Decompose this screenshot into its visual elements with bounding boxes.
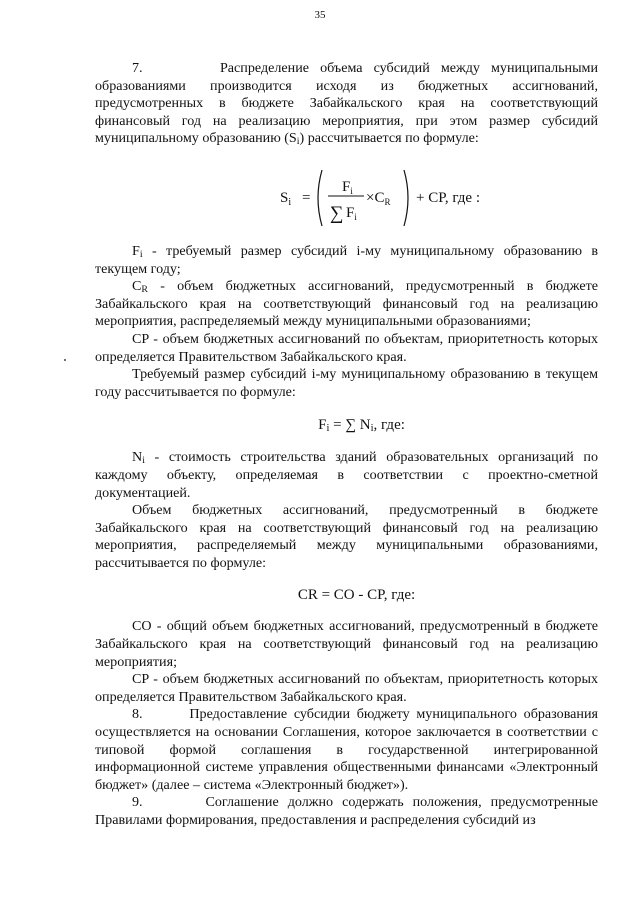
scan-speck (64, 359, 66, 361)
sigma-symbol: ∑ (330, 202, 344, 224)
def-fi: $F_i$ - требуемый размер субсидий i-му муниципальному образованию в текущем году; (95, 242, 598, 277)
fraction-denominator: $F_i$ (346, 204, 357, 222)
item-9-paragraph: 9. Соглашение должно содержать положения, предусмотренные Правилами формирования, предоставления и распределения субсидий из (95, 794, 598, 828)
def-cp-2: CP - объем бюджетных ассигнований по объектам, приоритетность которых определяется Правительством Забайкальского края. (95, 671, 598, 705)
page-number: 35 (314, 9, 326, 21)
right-paren (404, 170, 408, 226)
formula-tail: + CP, где : (416, 189, 481, 206)
def-ni: $N_i$ - стоимость строительства зданий образовательных организаций по каждому объекту, определяемая в соответствии с проектно-сметной документацией. (95, 449, 598, 501)
formula-lhs: $S_i$ (280, 189, 292, 208)
item-8-paragraph: 8. Предоставление субсидии бюджету муниципального образования осуществляется на основании Соглашения, которое заключается в соответствии с типовой формой соглашения в государственной интегрированной информационной системе управления общественными финансами «Электронный бюджет» (далее – система «Электронный бюджет»). (95, 706, 598, 793)
formula-cr-calculation: CR = CO - CP, где: (297, 587, 416, 604)
formula-required-subsidy: $F_i$ = ∑ $N_i$, где: (318, 417, 405, 435)
formula-svg (280, 162, 540, 232)
formula-cr: $\times C_R$ (366, 189, 391, 207)
def-cp: CP - объем бюджетных ассигнований по объектам, приоритетность которых определяется Правительством Забайкальского края. (95, 330, 598, 365)
left-paren (318, 170, 322, 226)
def-co: CO - общий объем бюджетных ассигнований, предусмотренный в бюджете Забайкальского края на соответствующий финансовый год на реализацию мероприятия; (95, 618, 598, 670)
fraction-numerator: $F_i$ (342, 178, 353, 196)
required-size-paragraph: Требуемый размер субсидий i-му муниципальному образованию в текущем году рассчитывается по формуле: (95, 366, 598, 400)
document-body (95, 60, 598, 830)
item-7-paragraph: 7. Распределение объема субсидий между муниципальными образованиями производится исходя из бюджетных ассигнований, предусмотренных в бюджете Забайкальского края на соответствующий финансовый год на реализацию мероприятия, при этом размер субсидий муниципальному образованию $(S_i)$ рассчитывается по формуле: (95, 60, 598, 148)
volume-paragraph: Объем бюджетных ассигнований, предусмотренный в бюджете Забайкальского края на соответствующий финансовый год на реализацию мероприятия, распределяемый между муниципальными образованиями, рассчитывается по формуле: (95, 502, 598, 571)
formula-eq: = (302, 189, 311, 206)
formula-subsidy-distribution (95, 148, 598, 243)
def-cr: $C_R$ - объем бюджетных ассигнований, предусмотренный в бюджете Забайкальского края на соответствующий финансовый год на реализацию мероприятия, распределяемый между муниципальными образованиями; (95, 278, 598, 330)
